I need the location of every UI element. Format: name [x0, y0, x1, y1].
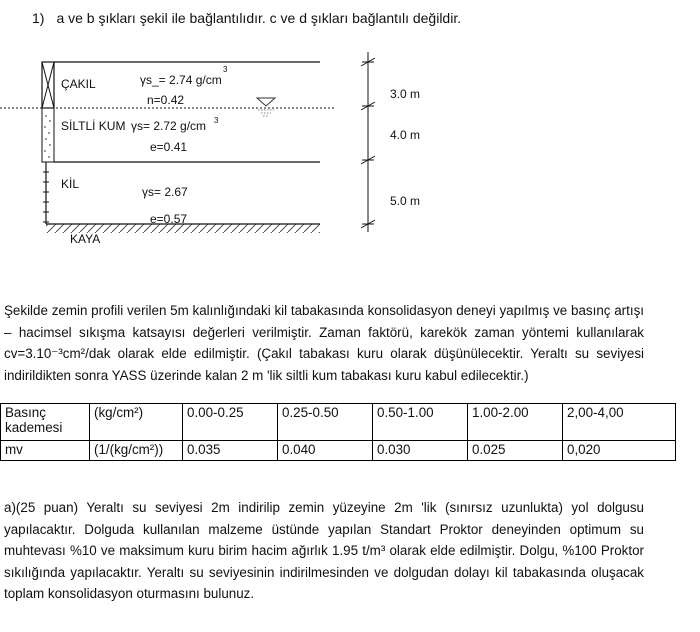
water-table-symbol — [257, 98, 275, 116]
question-text: a ve b şıkları şekil ile bağlantılıdır. c ve d şıkları bağlantılı değildir. — [56, 10, 462, 26]
table-cell: 0.50-1.00 — [373, 404, 468, 441]
layer2-name: SİLTLİ KUM — [61, 119, 126, 133]
layer2-unit-weight: γs= 2.72 g/cm — [131, 119, 207, 133]
table-cell: 0.00-0.25 — [183, 404, 278, 441]
table-cell: 0.025 — [468, 441, 563, 461]
left-boundary-wall — [42, 62, 54, 224]
layer1-name: ÇAKIL — [61, 77, 96, 91]
problem-paragraph: Şekilde zemin profili verilen 5m kalınlığındaki kil tabakasında konsolidasyon deneyi yapılmış ve basınç artışı – hacimsel sıkışma katsayısı değerleri verilmiştir. Zaman faktörü, karekök zaman yöntemi kullanılarak cv=3.10⁻³cm²/dak olarak elde edilmiştir. (Çakıl tabakası kuru olarak düşünülecektir. Yeraltı su seviyesi indirildikten sonra YASS üzerinde kalan 2 m 'lik siltli kum tabakası kuru kabul edilecektir.) — [4, 303, 644, 383]
layer1-thickness: 3.0 m — [390, 87, 421, 101]
table-row-label: Basınç kademesi — [1, 404, 90, 441]
table-unit-cell: (kg/cm²) — [90, 404, 183, 441]
table-cell: 2,00-4,00 — [563, 404, 676, 441]
layer2-param: e=0.41 — [150, 140, 188, 154]
table-row-label: mv — [1, 441, 90, 461]
layer3-thickness: 5.0 m — [390, 194, 421, 208]
layer3-param: e=0.57 — [150, 212, 188, 226]
bedrock-label: KAYA — [70, 232, 101, 246]
table-row — [1, 404, 676, 441]
table-cell: 0.040 — [278, 441, 373, 461]
table-cell: 0.25-0.50 — [278, 404, 373, 441]
table-cell: 0,020 — [563, 441, 676, 461]
soil-profile-figure — [0, 0, 700, 260]
layer3-name: KİL — [61, 177, 80, 191]
layer1-unit-exponent: 3 — [223, 65, 228, 74]
table-cell: 1.00-2.00 — [468, 404, 563, 441]
layer2-unit-exponent: 3 — [214, 116, 219, 125]
layer1-param: n=0.42 — [147, 93, 185, 107]
question-number: 1) — [32, 10, 45, 26]
consolidation-table — [0, 403, 676, 461]
table-cell: 0.030 — [373, 441, 468, 461]
table-row — [1, 441, 676, 461]
layer1-unit-weight: γs_= 2.74 g/cm — [140, 73, 222, 87]
question-a-paragraph: a)(25 puan) Yeraltı su seviyesi 2m indirilip zemin yüzeyine 2m 'lik (sınırsız uzunlukta) yol dolgusu yapılacaktır. Dolguda kullanılan malzeme üstünde yapılan Standart Proktor deneyinden optimum su muhtevası %10 ve maksimum kuru birim hacim ağırlık 1.95 t/m³ olarak elde edilmiştir. Dolgu, %100 Proktor sıkılığında yapılacaktır. Yeraltı su seviyesinin indirilmesinden ve dolgudan dolayı kil tabakasında oluşacak toplam konsolidasyon oturmasını bulunuz. — [4, 500, 644, 601]
layer2-thickness: 4.0 m — [390, 128, 421, 142]
layer3-unit-weight: γs= 2.67 — [142, 185, 188, 199]
table-cell: 0.035 — [183, 441, 278, 461]
dimension-line — [361, 52, 375, 232]
table-unit-cell: (1/(kg/cm²)) — [90, 441, 183, 461]
